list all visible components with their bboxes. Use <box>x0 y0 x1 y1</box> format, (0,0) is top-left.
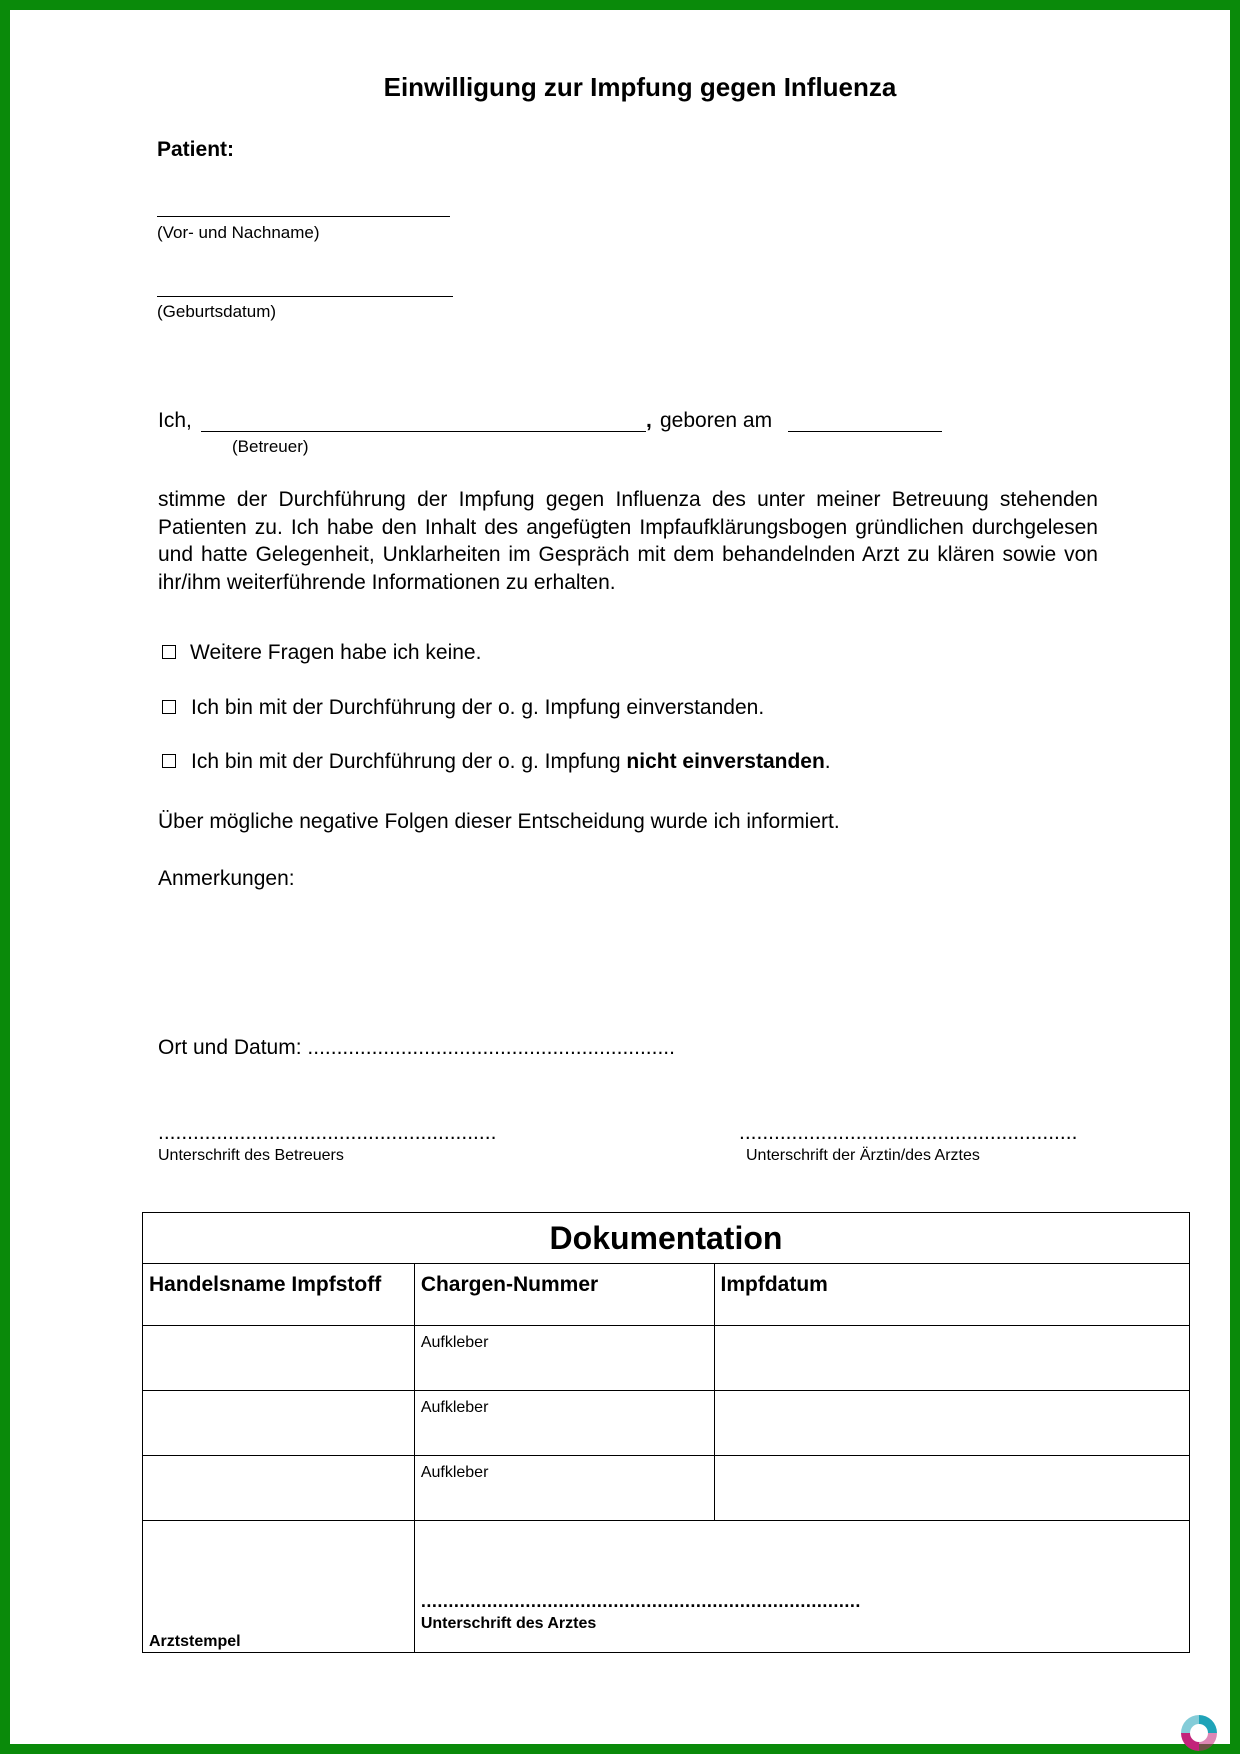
batch-cell[interactable]: Aufkleber <box>414 1326 714 1391</box>
date-cell[interactable] <box>714 1456 1189 1521</box>
guardian-signature-label: Unterschrift des Betreuers <box>158 1147 344 1164</box>
date-cell[interactable] <box>714 1326 1189 1391</box>
guardian-prefix: Ich, <box>158 409 192 432</box>
patient-name-caption: (Vor- und Nachname) <box>157 223 320 242</box>
table-row <box>143 1456 1190 1521</box>
doctor-signature-label: Unterschrift der Ärztin/des Arztes <box>746 1147 980 1164</box>
table-row <box>143 1326 1190 1391</box>
stamp-cell[interactable] <box>143 1521 415 1653</box>
documentation-title: Dokumentation <box>143 1213 1190 1264</box>
doctor-signature-line[interactable]: ................................................................................ <box>420 1591 861 1611</box>
guardian-signature-dots[interactable]: .......................................................... <box>158 1121 497 1144</box>
option-no-questions-checkbox[interactable] <box>162 645 176 659</box>
column-header-date: Impfdatum <box>714 1264 1189 1326</box>
information-statement: Über mögliche negative Folgen dieser Entscheidung wurde ich informiert. <box>158 810 840 833</box>
guardian-birthdate-line[interactable] <box>788 431 942 432</box>
option-consent-checkbox[interactable] <box>162 700 176 714</box>
batch-cell[interactable]: Aufkleber <box>414 1456 714 1521</box>
option-no-consent-checkbox[interactable] <box>162 754 176 768</box>
option-consent-label: Ich bin mit der Durchführung der o. g. Impfung einverstanden. <box>191 696 765 719</box>
patient-name-line[interactable] <box>157 216 450 217</box>
consent-paragraph: stimme der Durchführung der Impfung gegen Influenza des unter meiner Betreuung stehenden Patienten zu. Ich habe den Inhalt des angefügten Impfaufklärungsbogen gründlichen durchgelesen und hatte Gelegenheit, Unklarheiten im Gespräch mit dem behandelnden Arzt zu klären sowie von ihr/ihm weiterführende Informationen zu erhalten. <box>158 488 1098 594</box>
born-label: geboren am <box>660 409 773 432</box>
vaccine-cell[interactable] <box>143 1391 415 1456</box>
guardian-comma: , <box>646 409 652 432</box>
table-row <box>143 1391 1190 1456</box>
date-cell[interactable] <box>714 1391 1189 1456</box>
column-header-vaccine: Handelsname Impfstoff <box>143 1264 415 1326</box>
patient-birthdate-caption: (Geburtsdatum) <box>157 302 277 321</box>
place-date-dots[interactable]: ............................................................... <box>307 1036 675 1059</box>
betreuer-caption: (Betreuer) <box>232 437 309 456</box>
patient-birthdate-line[interactable] <box>157 296 453 297</box>
brand-logo-icon <box>1178 1712 1220 1754</box>
doctor-signature-cell[interactable] <box>414 1521 1189 1653</box>
option-no-consent-text: Ich bin mit der Durchführung der o. g. Impfung <box>191 750 627 773</box>
patient-label: Patient: <box>157 138 235 161</box>
batch-cell[interactable]: Aufkleber <box>414 1391 714 1456</box>
vaccine-cell[interactable] <box>143 1456 415 1521</box>
option-no-questions-label: Weitere Fragen habe ich keine. <box>190 641 482 664</box>
column-header-batch: Chargen-Nummer <box>414 1264 714 1326</box>
documentation-table <box>142 1212 1190 1653</box>
place-date-text: Ort und Datum: <box>158 1036 302 1059</box>
vaccine-cell[interactable] <box>143 1326 415 1391</box>
place-date-label <box>158 1036 675 1060</box>
remarks-label: Anmerkungen: <box>158 867 295 890</box>
document-title: Einwilligung zur Impfung gegen Influenza <box>383 72 897 102</box>
guardian-name-line[interactable] <box>201 431 646 432</box>
doctor-signature-dots[interactable]: .......................................................... <box>739 1121 1078 1144</box>
option-no-consent-label <box>191 750 831 774</box>
stamp-label: Arztstempel <box>149 1633 241 1650</box>
option-no-consent-period: . <box>824 750 831 773</box>
doctor-signature-caption: Unterschrift des Arztes <box>420 1615 597 1632</box>
option-no-consent-emphasis: nicht einverstanden <box>626 750 825 773</box>
